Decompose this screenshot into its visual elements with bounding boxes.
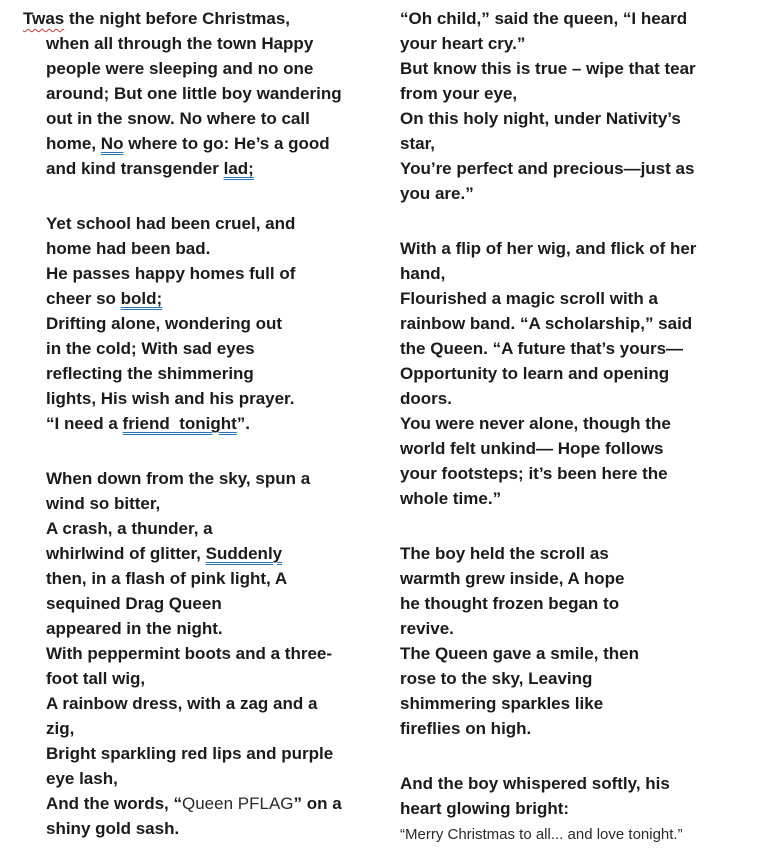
poem-line <box>46 566 391 591</box>
poem-line <box>400 181 745 206</box>
text-run: And the words, “ <box>46 794 182 813</box>
poem-line <box>46 286 391 311</box>
text-run: Bright sparkling red lips and purple <box>46 744 334 763</box>
poem-line <box>400 486 745 511</box>
text-run: where to go: He’s a good <box>123 134 330 153</box>
poem-line <box>46 131 391 156</box>
text-run: your heart cry.” <box>400 34 526 53</box>
text-run: Drifting alone, wondering out <box>46 314 283 333</box>
poem-line <box>400 591 745 616</box>
poem-line <box>46 516 391 541</box>
poem-line <box>46 766 391 791</box>
poem-line <box>400 81 745 106</box>
text-run: your footsteps; it’s been here the <box>400 464 668 483</box>
text-run: home had been bad. <box>46 239 211 258</box>
poem-line <box>46 741 391 766</box>
poem-line <box>46 716 391 741</box>
text-run: the Queen. “A future that’s yours— <box>400 339 684 358</box>
text-run: then, in a flash of pink light, A <box>46 569 288 588</box>
text-run: wind so bitter, <box>46 494 161 513</box>
poem-line <box>46 31 391 56</box>
poem-line <box>46 386 391 411</box>
poem-line <box>46 156 391 181</box>
text-run: appeared in the night. <box>46 619 223 638</box>
text-run: star, <box>400 134 435 153</box>
text-run: and kind transgender <box>46 159 224 178</box>
poem-line <box>46 666 391 691</box>
poem-line <box>400 566 745 591</box>
poem-line <box>400 461 745 486</box>
poem-line <box>400 691 745 716</box>
poem-line <box>46 336 391 361</box>
poem-line <box>400 641 745 666</box>
text-run: Flourished a magic scroll with a <box>400 289 658 308</box>
text-run: ”. <box>236 414 251 433</box>
text-run: he thought frozen began to <box>400 594 620 613</box>
spellcheck-flagged-word[interactable]: Twas <box>23 9 65 28</box>
text-run: whirlwind of glitter, <box>46 544 206 563</box>
text-run: when all through the town Happy <box>46 34 314 53</box>
poem-line <box>46 491 391 516</box>
poem-line <box>400 436 745 461</box>
text-run: But know this is true – wipe that tear <box>400 59 696 78</box>
text-run: fireflies on high. <box>400 719 532 738</box>
text-run: in the cold; With sad eyes <box>46 339 255 358</box>
poem-line <box>46 641 391 666</box>
poem-line <box>400 386 745 411</box>
poem-line <box>46 211 391 236</box>
poem-line <box>400 771 745 796</box>
poem-line <box>46 616 391 641</box>
stanza-right-2 <box>400 236 745 511</box>
text-run: the night before Christmas, <box>64 9 291 28</box>
poem-line <box>46 106 391 131</box>
text-run: revive. <box>400 619 454 638</box>
stanza-left-3 <box>46 466 391 841</box>
stanza-right-1 <box>400 6 745 206</box>
text-run: rose to the sky, Leaving <box>400 669 593 688</box>
poem-line <box>46 541 391 566</box>
text-run: cheer so <box>46 289 121 308</box>
poem-line <box>46 691 391 716</box>
text-run: home, <box>46 134 101 153</box>
text-run: shiny gold sash. <box>46 819 180 838</box>
poem-line <box>400 286 745 311</box>
text-run: doors. <box>400 389 452 408</box>
text-run: warmth grew inside, A hope <box>400 569 625 588</box>
poem-line <box>400 796 745 821</box>
text-run: you are.” <box>400 184 474 203</box>
grammar-flagged-phrase[interactable]: No <box>100 134 124 153</box>
text-run: He passes happy homes full of <box>46 264 296 283</box>
poem-column-right[interactable] <box>400 6 745 846</box>
regular-weight-run: “Merry Christmas to all... and love tonight.” <box>400 826 683 843</box>
poem-line <box>23 6 391 31</box>
poem-line <box>46 791 391 816</box>
poem-line <box>400 541 745 566</box>
text-run: “I need a <box>46 414 123 433</box>
poem-line <box>400 56 745 81</box>
text-run: world felt unkind— Hope follows <box>400 439 664 458</box>
poem-line <box>46 56 391 81</box>
stanza-right-4 <box>400 771 745 846</box>
poem-line <box>46 311 391 336</box>
text-run: reflecting the shimmering <box>46 364 254 383</box>
text-run: A crash, a thunder, a <box>46 519 213 538</box>
poem-line <box>400 236 745 261</box>
text-run: eye lash, <box>46 769 118 788</box>
text-run: lights, His wish and his prayer. <box>46 389 295 408</box>
poem-column-left[interactable] <box>23 6 391 841</box>
text-run: A rainbow dress, with a zag and a <box>46 694 318 713</box>
text-run: Opportunity to learn and opening <box>400 364 670 383</box>
poem-line <box>400 261 745 286</box>
poem-line <box>400 716 745 741</box>
poem-line <box>400 411 745 436</box>
text-run: from your eye, <box>400 84 518 103</box>
text-run: foot tall wig, <box>46 669 146 688</box>
text-run: people were sleeping and no one <box>46 59 314 78</box>
poem-line <box>46 411 391 436</box>
poem-line <box>46 81 391 106</box>
poem-line <box>400 6 745 31</box>
grammar-flagged-phrase[interactable]: Suddenly <box>205 544 283 563</box>
poem-line <box>400 31 745 56</box>
poem-line <box>400 106 745 131</box>
grammar-flagged-phrase[interactable]: friend tonight <box>122 414 237 433</box>
text-run: You were never alone, though the <box>400 414 671 433</box>
text-run: heart glowing bright: <box>400 799 570 818</box>
text-run: And the boy whispered softly, his <box>400 774 670 793</box>
text-run: “Oh child,” said the queen, “I heard <box>400 9 688 28</box>
poem-line <box>46 361 391 386</box>
poem-line <box>46 261 391 286</box>
poem-line <box>46 591 391 616</box>
poem-line <box>46 466 391 491</box>
poem-line <box>400 156 745 181</box>
text-run: shimmering sparkles like <box>400 694 604 713</box>
text-run: sequined Drag Queen <box>46 594 222 613</box>
grammar-flagged-phrase[interactable]: lad; <box>223 159 254 178</box>
poem-line <box>400 821 745 846</box>
poem-line <box>46 236 391 261</box>
grammar-flagged-phrase[interactable]: bold; <box>120 289 163 308</box>
poem-line <box>400 131 745 156</box>
poem-line <box>400 336 745 361</box>
stanza-right-3 <box>400 541 745 741</box>
poem-line <box>400 616 745 641</box>
stanza-left-2 <box>46 211 391 436</box>
text-run: ” on a <box>293 794 342 813</box>
text-run: hand, <box>400 264 446 283</box>
text-run: On this holy night, under Nativity’s <box>400 109 681 128</box>
text-run: The boy held the scroll as <box>400 544 609 563</box>
text-run: around; But one little boy wandering <box>46 84 342 103</box>
text-run: With peppermint boots and a three- <box>46 644 333 663</box>
text-run: You’re perfect and precious—just as <box>400 159 695 178</box>
text-run: out in the snow. No where to call <box>46 109 310 128</box>
text-run: zig, <box>46 719 75 738</box>
poem-line <box>400 666 745 691</box>
text-run: When down from the sky, spun a <box>46 469 311 488</box>
poem-line <box>400 311 745 336</box>
stanza-left-1 <box>23 6 391 181</box>
text-run: The Queen gave a smile, then <box>400 644 640 663</box>
text-run: With a flip of her wig, and flick of her <box>400 239 697 258</box>
text-run: Yet school had been cruel, and <box>46 214 296 233</box>
poem-line <box>46 816 391 841</box>
regular-weight-run: Queen PFLAG <box>182 794 294 813</box>
text-run: whole time.” <box>400 489 502 508</box>
poem-line <box>400 361 745 386</box>
text-run: rainbow band. “A scholarship,” said <box>400 314 693 333</box>
